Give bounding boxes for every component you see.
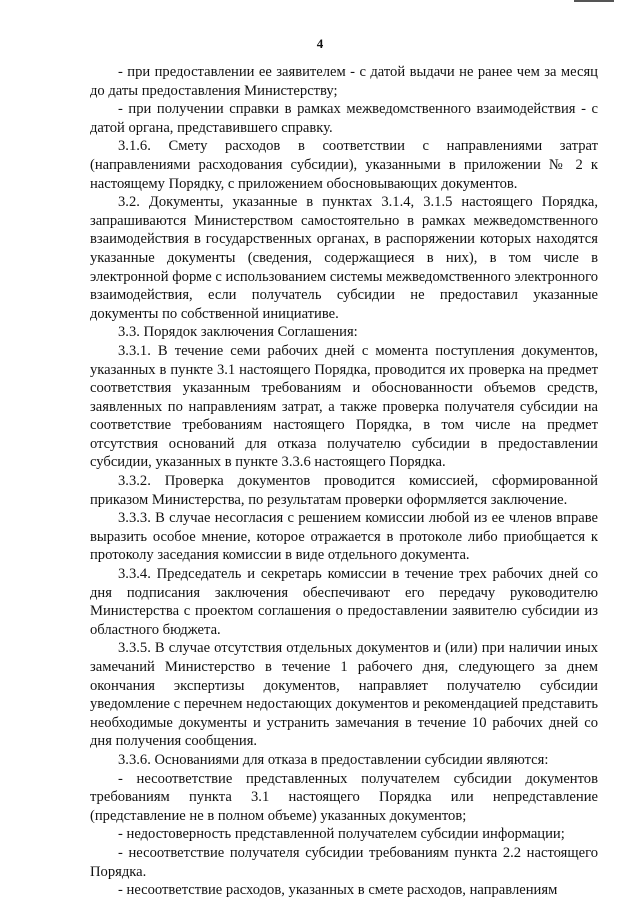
paragraph-2: - при получении справки в рамках межведомственного взаимодействия - с датой органа, представившего справку. xyxy=(90,101,598,136)
document-body xyxy=(90,63,598,900)
paragraph-3: 3.1.6. Смету расходов в соответствии с направлениями затрат (направлениями расходования субсидии), указанными в приложении № 2 к настоящему Порядку, с приложением обосновывающих документов. xyxy=(90,138,598,192)
paragraph-5: 3.3. Порядок заключения Соглашения: xyxy=(118,324,358,341)
paragraph-12: - несоответствие представленных получателем субсидии документов требованиям пункта 3.1 настоящего Порядка или непредставление (представление не в полном объеме) указанных документов; xyxy=(90,770,598,824)
paragraph-10: 3.3.5. В случае отсутствия отдельных документов и (или) при наличии иных замечаний Министерство в течение 1 рабочего дня, следующего за днем окончания экспертизы документов, направляет получателю субсидии уведомление с перечнем недостающих документов и рекомендацией представить необходимые документы и устранить замечания в течение 10 рабочих дней со дня получения сообщения. xyxy=(90,640,598,750)
page-corner-mark xyxy=(574,0,614,2)
paragraph-14: - несоответствие получателя субсидии требованиям пункта 2.2 настоящего Порядка. xyxy=(90,844,598,880)
page-number: 4 xyxy=(316,36,324,51)
paragraph-15: - несоответствие расходов, указанных в смете расходов, направлениям xyxy=(118,882,558,899)
paragraph-4: 3.2. Документы, указанные в пунктах 3.1.4, 3.1.5 настоящего Порядка, запрашиваются Министерством самостоятельно в рамках межведомственного взаимодействия в государственных органах, в распоряжении которых находятся указанные документы (сведения, содержащиеся в них), в том числе в электронной форме с использованием системы межведомственного электронного взаимодействия, если получатель субсидии не предоставил указанные документы по собственной инициативе. xyxy=(90,194,598,322)
paragraph-1: - при предоставлении ее заявителем - с датой выдачи не ранее чем за месяц до даты предоставления Министерству; xyxy=(90,64,598,99)
paragraph-7: 3.3.2. Проверка документов проводится комиссией, сформированной приказом Министерства, по результатам проверки оформляется заключение. xyxy=(90,473,598,508)
paragraph-11: 3.3.6. Основаниями для отказа в предоставлении субсидии являются: xyxy=(118,751,549,768)
paragraph-6: 3.3.1. В течение семи рабочих дней с момента поступления документов, указанных в пункте 3.1 настоящего Порядка, проводится их проверка на предмет соответствия указанным требованиям и обоснованности объемов средств, заявленных по направлениям затрат, а также проверка получателя субсидии на соответствие требованиям настоящего Порядка, в том числе на предмет отсутствия оснований для отказа получателю субсидии в предоставлении субсидии, указанных в пункте 3.3.6 настоящего Порядка. xyxy=(90,342,598,471)
paragraph-13: - недостоверность представленной получателем субсидии информации; xyxy=(118,826,565,843)
paragraph-9: 3.3.4. Председатель и секретарь комиссии в течение трех рабочих дней со дня подписания заключения обеспечивают его передачу руководителю Министерства с проектом соглашения о предоставлении заявителю субсидии из областного бюджета. xyxy=(90,566,598,638)
paragraph-8: 3.3.3. В случае несогласия с решением комиссии любой из ее членов вправе выразить особое мнение, которое отражается в протоколе либо приобщается к протоколу заседания комиссии в виде отдельного документа. xyxy=(90,510,598,564)
